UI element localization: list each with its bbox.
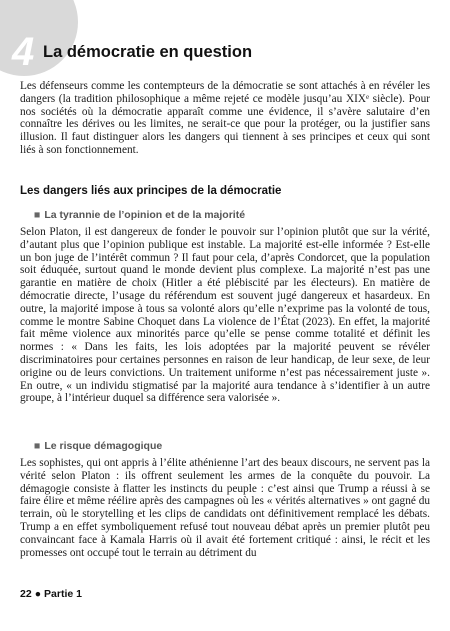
- subsection-heading-tyranny: [34, 209, 245, 222]
- square-bullet-icon: ■: [34, 440, 41, 452]
- subsection-heading-demagogy: [34, 440, 162, 453]
- intro-paragraph: Les défenseurs comme les contempteurs de la démocratie se sont attachés à en révéler les dangers (la tradition philosophique a même rejeté ce modèle jusqu’au XIXᵉ siècle). Pour nos sociétés où la démocratie apparaît comme une évidence, il s’avère salutaire d’en connaître les dérives ou les limites, ne serait-ce que pour la protéger, ou la justifier sans illusion. Il faut distinguer alors les dangers qui tiennent à ses principes et ceux qui sont liés à son fonctionnement.: [20, 80, 430, 156]
- part-label: Partie 1: [44, 588, 82, 600]
- tyranny-paragraph: Selon Platon, il est dangereux de fonder le pouvoir sur l’opinion plutôt que sur la vérité, d’autant plus que l’opinion publique est instable. La majorité est-elle informée ? Est-elle un bon juge de l’intérêt commun ? Il faut pour cela, d’après Condorcet, que la population soit éduquée, surtout quand le monde devient plus complexe. La majorité n’est pas une garantie en matière de choix (Hitler a été plébiscité par les électeurs). En matière de démocratie directe, l’usage du référendum est souvent jugé dangereux et hasardeux. En outre, la majorité impose à tous sa volonté alors qu’elle n’exprime pas la volonté de tous, comme le montre Sabine Choquet dans La violence de l’État (2023). En effet, la majorité fait même violence aux minorités parce qu’elle se pense comme totalité et définit les normes : « Dans les faits, les lois adoptées par la majorité peuvent se révéler discriminatoires pour certaines personnes en raison de leur handicap, de leur sexe, de leur origine ou de leurs convictions. Un traitement uniforme n’est pas nécessairement juste ». En outre, « un individu stigmatisé par la majorité aura tendance à s’identifier à un autre groupe, à l’intérieur duquel sa différence sera valorisée ».: [20, 226, 430, 405]
- section-heading: Les dangers liés aux principes de la démocratie: [20, 185, 282, 197]
- square-bullet-icon: ■: [34, 209, 41, 221]
- footer-dot-icon: ●: [34, 588, 42, 600]
- subsection-heading-label: La tyrannie de l’opinion et de la majorité: [44, 209, 246, 221]
- demagogy-paragraph: Les sophistes, qui ont appris à l’élite athénienne l’art des beaux discours, ne servent pas la vérité selon Platon : ils offrent seulement les armes de la conquête du pouvoir. La démagogie consiste à flatter les instincts du peuple : c’est ainsi que Trump a réussi à se faire élire et même réélire après des campagnes où les « vérités alternatives » ont gagné du terrain, où le storytelling et les clips de candidats ont définitivement remplacé les débats. Trump a en effet symboliquement refusé tout nouveau débat après un premier plutôt peu convaincant face à Kamala Harris où il avait été fortement critiqué : ainsi, le récit et les promesses ont occupé tout le terrain au détriment du: [20, 457, 430, 559]
- chapter-number: 4: [12, 30, 35, 74]
- subsection-heading-label: Le risque démagogique: [44, 440, 163, 452]
- chapter-title: La démocratie en question: [43, 43, 253, 61]
- page-number: 22: [20, 588, 32, 600]
- page-footer: [20, 588, 82, 601]
